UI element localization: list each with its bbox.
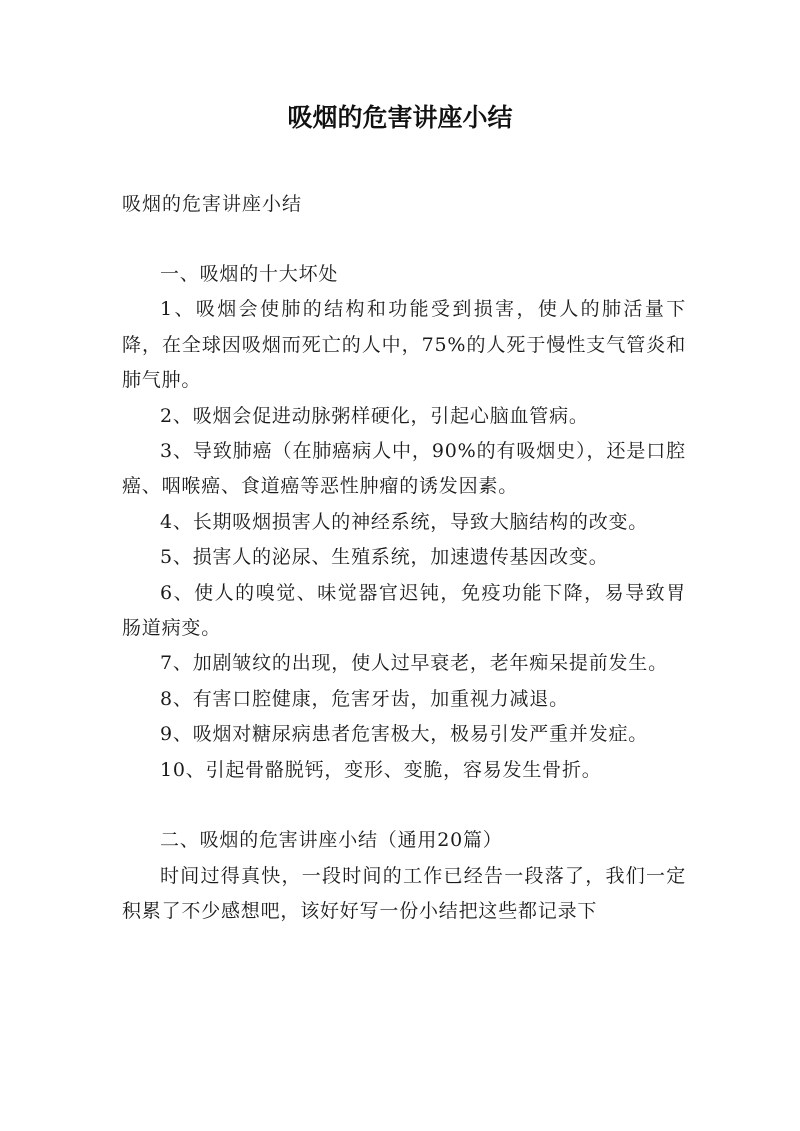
list-item-10: 10、引起骨骼脱钙，变形、变脆，容易发生骨折。 bbox=[160, 758, 602, 781]
list-item-4: 4、长期吸烟损害人的神经系统，导致大脑结构的改变。 bbox=[160, 510, 649, 533]
list-item-8: 8、有害口腔健康，危害牙齿，加重视力减退。 bbox=[160, 687, 569, 710]
list-item-2: 2、吸烟会促进动脉粥样硬化，引起心脑血管病。 bbox=[160, 404, 589, 427]
list-item-5: 5、损害人的泌尿、生殖系统，加速遗传基因改变。 bbox=[160, 546, 609, 569]
section-heading-1: 一、吸烟的十大坏处 bbox=[160, 263, 339, 285]
document-title: 吸烟的危害讲座小结 bbox=[287, 103, 513, 132]
list-item-6: 6、使人的嗅觉、味觉器官迟钝，免疫功能下降，易导致胃肠道病变。 bbox=[122, 581, 686, 640]
list-item-9: 9、吸烟对糖尿病患者危害极大，极易引发严重并发症。 bbox=[160, 723, 649, 746]
document-body bbox=[122, 257, 686, 930]
list-item-7: 7、加剧皱纹的出现，使人过早衰老，老年痴呆提前发生。 bbox=[160, 652, 668, 675]
document-subtitle: 吸烟的危害讲座小结 bbox=[122, 193, 303, 215]
section-heading-2: 二、吸烟的危害讲座小结（通用20篇） bbox=[160, 829, 503, 852]
list-item-1: 1、吸烟会使肺的结构和功能受到损害，使人的肺活量下降，在全球因吸烟而死亡的人中，75%的人死于慢性支气管炎和肺气肿。 bbox=[122, 298, 686, 392]
list-item-3: 3、导致肺癌（在肺癌病人中，90%的有吸烟史），还是口腔癌、咽喉癌、食道癌等恶性肿瘤的诱发因素。 bbox=[122, 440, 686, 498]
section-spacer bbox=[122, 788, 686, 823]
section-2-paragraph: 时间过得真快，一段时间的工作已经告一段落了，我们一定积累了不少感想吧，该好好写一份小结把这些都记录下 bbox=[122, 864, 686, 923]
